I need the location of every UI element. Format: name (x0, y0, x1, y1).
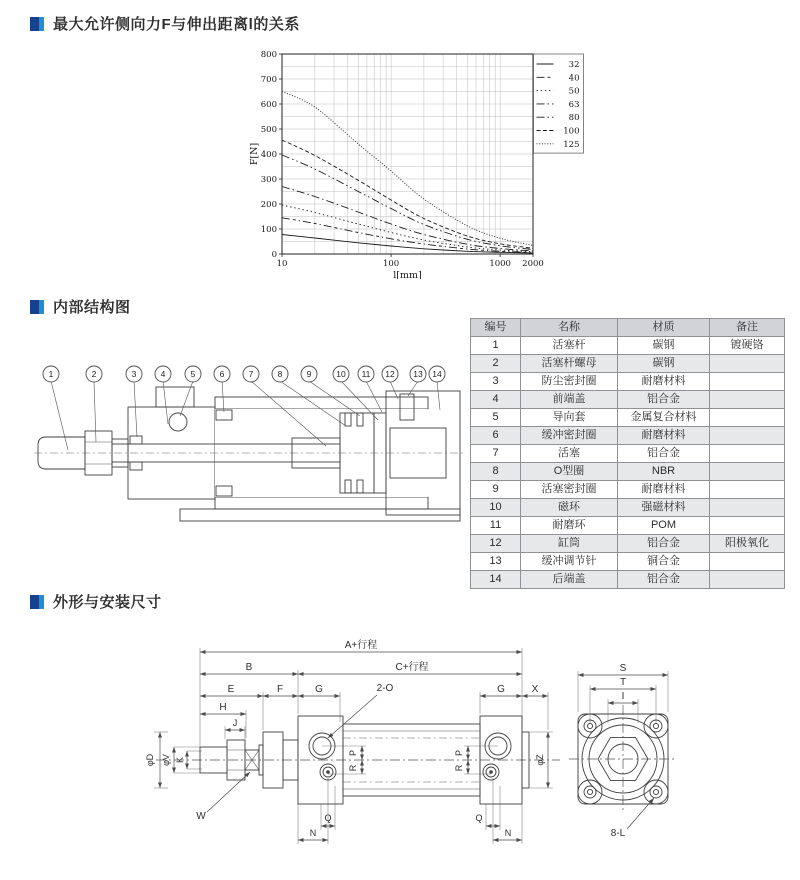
section2-header (30, 296, 131, 317)
legend-label: 100 (563, 126, 580, 137)
dim-phi-z: φZ (535, 754, 545, 766)
parts-header-cell: 材质 (618, 319, 710, 337)
callout-leader-6 (222, 381, 224, 412)
dim-k: K (175, 756, 185, 764)
parts-cell: 缸筒 (521, 535, 618, 553)
parts-cell: 阳极氧化 (710, 535, 785, 553)
parts-cell (710, 427, 785, 445)
parts-row (471, 337, 785, 355)
parts-cell (710, 445, 785, 463)
parts-cell: 2 (471, 355, 521, 373)
internal-structure-svg (30, 350, 470, 578)
parts-header-row (471, 319, 785, 337)
legend-label: 63 (568, 99, 580, 110)
dim-q-left: Q (324, 813, 332, 823)
dim-j: J (232, 718, 238, 728)
x-tick-label: 10 (276, 259, 288, 269)
parts-cell (710, 463, 785, 481)
dim-s: S (619, 663, 627, 674)
parts-cell: 活塞杆螺母 (521, 355, 618, 373)
callout-number-4: 4 (160, 369, 166, 379)
callout-leader-4 (163, 381, 168, 424)
legend-label: 125 (563, 139, 580, 150)
parts-cell: 强磁材料 (618, 499, 710, 517)
parts-row (471, 409, 785, 427)
legend-label: 80 (568, 113, 580, 124)
section-marker-icon (30, 300, 44, 314)
section3-title: 外形与安装尺寸 (53, 594, 162, 611)
parts-cell (710, 499, 785, 517)
parts-cell: 金属复合材料 (618, 409, 710, 427)
parts-cell: 1 (471, 337, 521, 355)
y-axis-label: F[N] (249, 142, 260, 166)
parts-row (471, 499, 785, 517)
y-tick-label: 200 (260, 199, 277, 210)
parts-cell: 7 (471, 445, 521, 463)
dimension-drawing (90, 628, 790, 873)
parts-cell: 9 (471, 481, 521, 499)
parts-header-cell: 备注 (710, 319, 785, 337)
front-boss (156, 387, 194, 407)
dim-two-o: 2-O (376, 683, 394, 694)
callout-number-6: 6 (219, 369, 225, 379)
callout-leader-1 (51, 381, 68, 450)
x-tick-label: 2000 (522, 259, 544, 269)
dim-n-left: N (309, 828, 317, 838)
parts-cell: 铝合金 (618, 535, 710, 553)
legend-label: 40 (568, 73, 580, 84)
parts-table (470, 318, 785, 589)
parts-cell (710, 373, 785, 391)
parts-cell: O型圈 (521, 463, 618, 481)
callout-leader-3 (134, 381, 137, 437)
x-axis-label: l[mm] (393, 270, 422, 279)
legend-label: 50 (568, 86, 580, 97)
callout-leader-12 (390, 381, 398, 399)
dim-c-stroke: C+行程 (395, 662, 429, 673)
parts-table-wrap (470, 318, 785, 589)
callout-number-8: 8 (277, 369, 283, 379)
section1-title: 最大允许侧向力F与伸出距离l的关系 (53, 16, 300, 33)
tube-bottom-wall (215, 497, 428, 509)
parts-cell (710, 409, 785, 427)
callout-number-12: 12 (385, 369, 395, 379)
parts-header-cell: 名称 (521, 319, 618, 337)
parts-row (471, 463, 785, 481)
parts-cell: 耐磨材料 (618, 373, 710, 391)
side-load-chart-svg (248, 45, 584, 279)
x-tick-label: 1000 (489, 259, 511, 269)
parts-row (471, 445, 785, 463)
parts-cell: 铝合金 (618, 445, 710, 463)
dim-a-stroke: A+行程 (344, 640, 378, 651)
parts-table-body (471, 337, 785, 589)
dim-p-left: P (348, 749, 358, 757)
parts-cell (710, 391, 785, 409)
parts-cell: 铜合金 (618, 553, 710, 571)
dim-h: H (219, 702, 227, 713)
parts-cell: 镀硬铬 (710, 337, 785, 355)
dim-x: X (531, 684, 539, 695)
y-tick-label: 800 (260, 49, 277, 60)
parts-cell: 活塞密封圈 (521, 481, 618, 499)
parts-cell: 前端盖 (521, 391, 618, 409)
parts-cell: 耐磨材料 (618, 427, 710, 445)
parts-table-head (471, 319, 785, 337)
tube-top-wall (215, 397, 428, 409)
parts-cell: 碳钢 (618, 337, 710, 355)
dim-n-right: N (504, 828, 512, 838)
parts-cell: 后端盖 (521, 571, 618, 589)
callout-number-13: 13 (413, 369, 423, 379)
parts-cell: 14 (471, 571, 521, 589)
y-tick-label: 700 (260, 74, 277, 85)
dim-i: I (621, 691, 625, 702)
parts-cell: 耐磨材料 (618, 481, 710, 499)
guide-cavity (169, 413, 187, 431)
parts-cell: 铝合金 (618, 391, 710, 409)
parts-cell: 5 (471, 409, 521, 427)
dim-q-right: Q (475, 813, 483, 823)
side-view (145, 638, 560, 844)
parts-cell: 耐磨环 (521, 517, 618, 535)
parts-cell: POM (618, 517, 710, 535)
dim-t: T (619, 677, 627, 688)
parts-row (471, 373, 785, 391)
dimension-drawing-svg (90, 628, 790, 868)
parts-cell: 4 (471, 391, 521, 409)
parts-cell: 8 (471, 463, 521, 481)
wiper-seal-top (130, 436, 142, 444)
parts-row (471, 391, 785, 409)
dim-phi-v: φV (161, 754, 171, 766)
callout-number-9: 9 (306, 369, 312, 379)
dim-r-left: R (348, 764, 358, 772)
parts-cell: 活塞杆 (521, 337, 618, 355)
dim-phi-d: φD (145, 753, 155, 767)
parts-row (471, 553, 785, 571)
parts-cell: 导向套 (521, 409, 618, 427)
y-tick-label: 400 (260, 149, 277, 160)
dim-w: W (196, 811, 206, 822)
callout-number-3: 3 (131, 369, 137, 379)
parts-cell: 6 (471, 427, 521, 445)
y-tick-label: 300 (260, 174, 277, 185)
parts-cell: 铝合金 (618, 571, 710, 589)
y-tick-label: 600 (260, 99, 277, 110)
y-tick-label: 100 (260, 224, 277, 235)
parts-cell: 碳钢 (618, 355, 710, 373)
parts-cell (710, 571, 785, 589)
parts-cell (710, 355, 785, 373)
dim-b: B (245, 662, 253, 673)
chart-grid (282, 54, 533, 254)
parts-row (471, 535, 785, 553)
parts-cell (710, 481, 785, 499)
callout-leader-11 (366, 381, 382, 412)
dim-p-right: P (454, 749, 464, 757)
dim-g-right: G (497, 684, 505, 695)
dim-e: E (227, 684, 235, 695)
section-marker-icon (30, 595, 44, 609)
parts-header-cell: 编号 (471, 319, 521, 337)
dim-g-left: G (315, 684, 323, 695)
section2-title: 内部结构图 (53, 299, 131, 316)
callout-number-1: 1 (48, 369, 54, 379)
end-view (569, 663, 677, 839)
callout-number-2: 2 (91, 369, 97, 379)
parts-row (471, 517, 785, 535)
parts-cell: 活塞 (521, 445, 618, 463)
parts-cell (710, 517, 785, 535)
parts-row (471, 481, 785, 499)
x-tick-label: 100 (382, 259, 400, 269)
parts-cell: 3 (471, 373, 521, 391)
parts-cell (710, 553, 785, 571)
parts-cell: 13 (471, 553, 521, 571)
callout-number-11: 11 (361, 369, 371, 379)
callout-number-5: 5 (190, 369, 196, 379)
parts-cell: 缓冲密封圈 (521, 427, 618, 445)
parts-cell: 12 (471, 535, 521, 553)
y-tick-label: 0 (271, 249, 277, 260)
parts-cell: 磁环 (521, 499, 618, 517)
parts-row (471, 571, 785, 589)
parts-cell: 10 (471, 499, 521, 517)
y-tick-label: 500 (260, 124, 277, 135)
dim-r-right: R (454, 764, 464, 772)
callout-number-14: 14 (432, 369, 442, 379)
parts-cell: 缓冲调节针 (521, 553, 618, 571)
section3-header (30, 591, 162, 612)
wiper-seal-bottom (130, 462, 142, 470)
cylinder-cross-section (34, 387, 466, 521)
dim-f: F (276, 684, 284, 695)
internal-structure-diagram (30, 350, 470, 583)
callout-leader-2 (94, 381, 96, 442)
legend-label: 32 (568, 60, 580, 70)
side-load-chart (248, 45, 584, 284)
section-marker-icon (30, 17, 44, 31)
callout-number-7: 7 (248, 369, 254, 379)
parts-cell: NBR (618, 463, 710, 481)
callout-number-10: 10 (336, 369, 346, 379)
parts-cell: 防尘密封圈 (521, 373, 618, 391)
parts-cell: 11 (471, 517, 521, 535)
dim-bolt-spec: 8-L (610, 828, 626, 839)
callout-leader-14 (437, 381, 440, 410)
parts-row (471, 355, 785, 373)
parts-row (471, 427, 785, 445)
section1-header (30, 13, 300, 34)
callout-leader-5 (180, 381, 193, 416)
